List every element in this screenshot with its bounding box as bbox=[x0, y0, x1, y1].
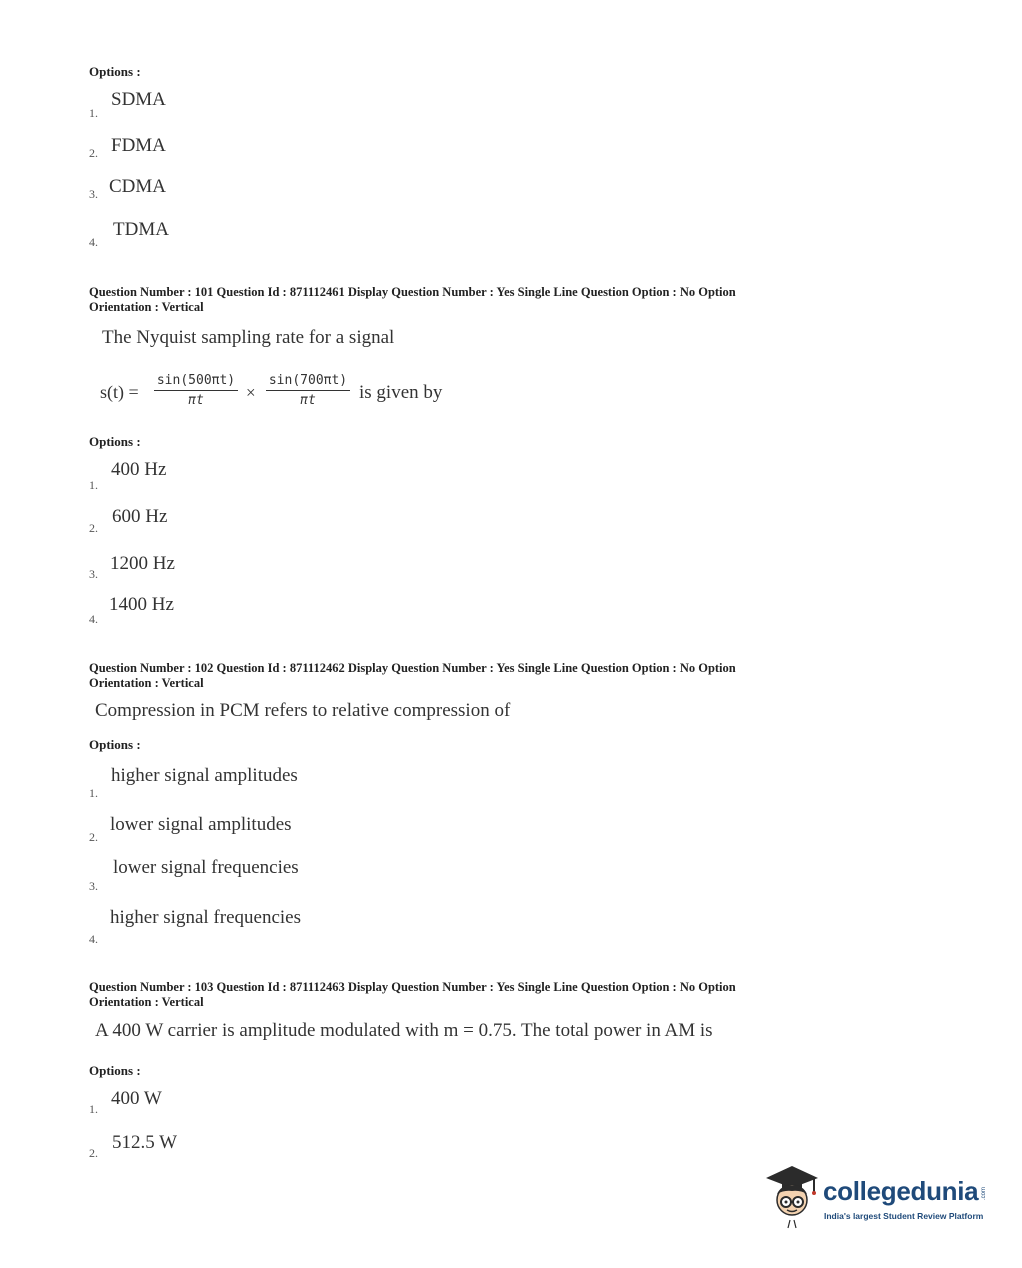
fraction-2-denominator: πt bbox=[300, 393, 316, 408]
option-number: 1. bbox=[89, 786, 98, 800]
options-label: Options : bbox=[89, 64, 141, 79]
options-label: Options : bbox=[89, 434, 141, 449]
option-text: 600 Hz bbox=[112, 506, 168, 527]
logo-wordmark: collegedunia bbox=[823, 1176, 979, 1206]
question-meta-line2: Orientation : Vertical bbox=[89, 676, 204, 690]
options-label: Options : bbox=[89, 1063, 141, 1078]
option-number: 2. bbox=[89, 1146, 98, 1160]
times-sign: × bbox=[246, 383, 256, 402]
option-number: 4. bbox=[89, 932, 98, 946]
option-number: 2. bbox=[89, 830, 98, 844]
question-meta bbox=[89, 285, 869, 315]
option-text: CDMA bbox=[109, 176, 167, 197]
option-text: 400 W bbox=[111, 1088, 162, 1109]
option-text: TDMA bbox=[113, 219, 169, 240]
question-meta-line2: Orientation : Vertical bbox=[89, 995, 204, 1009]
question-meta bbox=[89, 661, 869, 691]
option-number: 4. bbox=[89, 612, 98, 626]
question-meta-line1: Question Number : 101 Question Id : 871112461 Display Question Number : Yes Single Line Question Option : No Option bbox=[89, 285, 736, 299]
question-meta-line1: Question Number : 103 Question Id : 871112463 Display Question Number : Yes Single Line Question Option : No Option bbox=[89, 980, 736, 994]
formula-lhs: s(t) = bbox=[100, 382, 139, 402]
option-number: 2. bbox=[89, 521, 98, 535]
option-text: lower signal frequencies bbox=[113, 857, 299, 878]
option-text: 512.5 W bbox=[112, 1132, 178, 1153]
option-text: 400 Hz bbox=[111, 459, 167, 480]
question-meta-line1: Question Number : 102 Question Id : 871112462 Display Question Number : Yes Single Line Question Option : No Option bbox=[89, 661, 736, 675]
logo-domain: .com bbox=[981, 1186, 987, 1200]
collegedunia-logo bbox=[762, 1162, 994, 1232]
mascot-icon bbox=[762, 1162, 822, 1232]
question-stem: A 400 W carrier is amplitude modulated with m = 0.75. The total power in AM is bbox=[95, 1020, 713, 1041]
option-number: 1. bbox=[89, 1102, 98, 1116]
question-meta-line2: Orientation : Vertical bbox=[89, 300, 204, 314]
logo-tagline: India's largest Student Review Platform bbox=[824, 1211, 984, 1221]
option-number: 3. bbox=[89, 187, 98, 201]
options-label: Options : bbox=[89, 737, 141, 752]
question-stem: Compression in PCM refers to relative compression of bbox=[95, 700, 511, 721]
option-text: 1400 Hz bbox=[109, 594, 174, 615]
option-number: 4. bbox=[89, 235, 98, 249]
option-number: 1. bbox=[89, 106, 98, 120]
question-stem: The Nyquist sampling rate for a signal bbox=[102, 327, 395, 348]
formula bbox=[100, 372, 480, 420]
fraction-2-numerator: sin(700πt) bbox=[266, 372, 350, 391]
question-meta bbox=[89, 980, 869, 1010]
option-number: 3. bbox=[89, 567, 98, 581]
option-text: FDMA bbox=[111, 135, 166, 156]
option-text: SDMA bbox=[111, 89, 166, 110]
option-text: higher signal amplitudes bbox=[111, 765, 298, 786]
option-number: 3. bbox=[89, 879, 98, 893]
option-number: 2. bbox=[89, 146, 98, 160]
fraction-1-denominator: πt bbox=[188, 393, 204, 408]
fraction-1-numerator: sin(500πt) bbox=[154, 372, 238, 391]
formula-tail: is given by bbox=[359, 382, 443, 403]
option-text: 1200 Hz bbox=[110, 553, 175, 574]
option-text: higher signal frequencies bbox=[110, 907, 301, 928]
option-text: lower signal amplitudes bbox=[110, 814, 292, 835]
fraction-1 bbox=[154, 372, 238, 411]
fraction-2 bbox=[266, 372, 350, 411]
option-number: 1. bbox=[89, 478, 98, 492]
